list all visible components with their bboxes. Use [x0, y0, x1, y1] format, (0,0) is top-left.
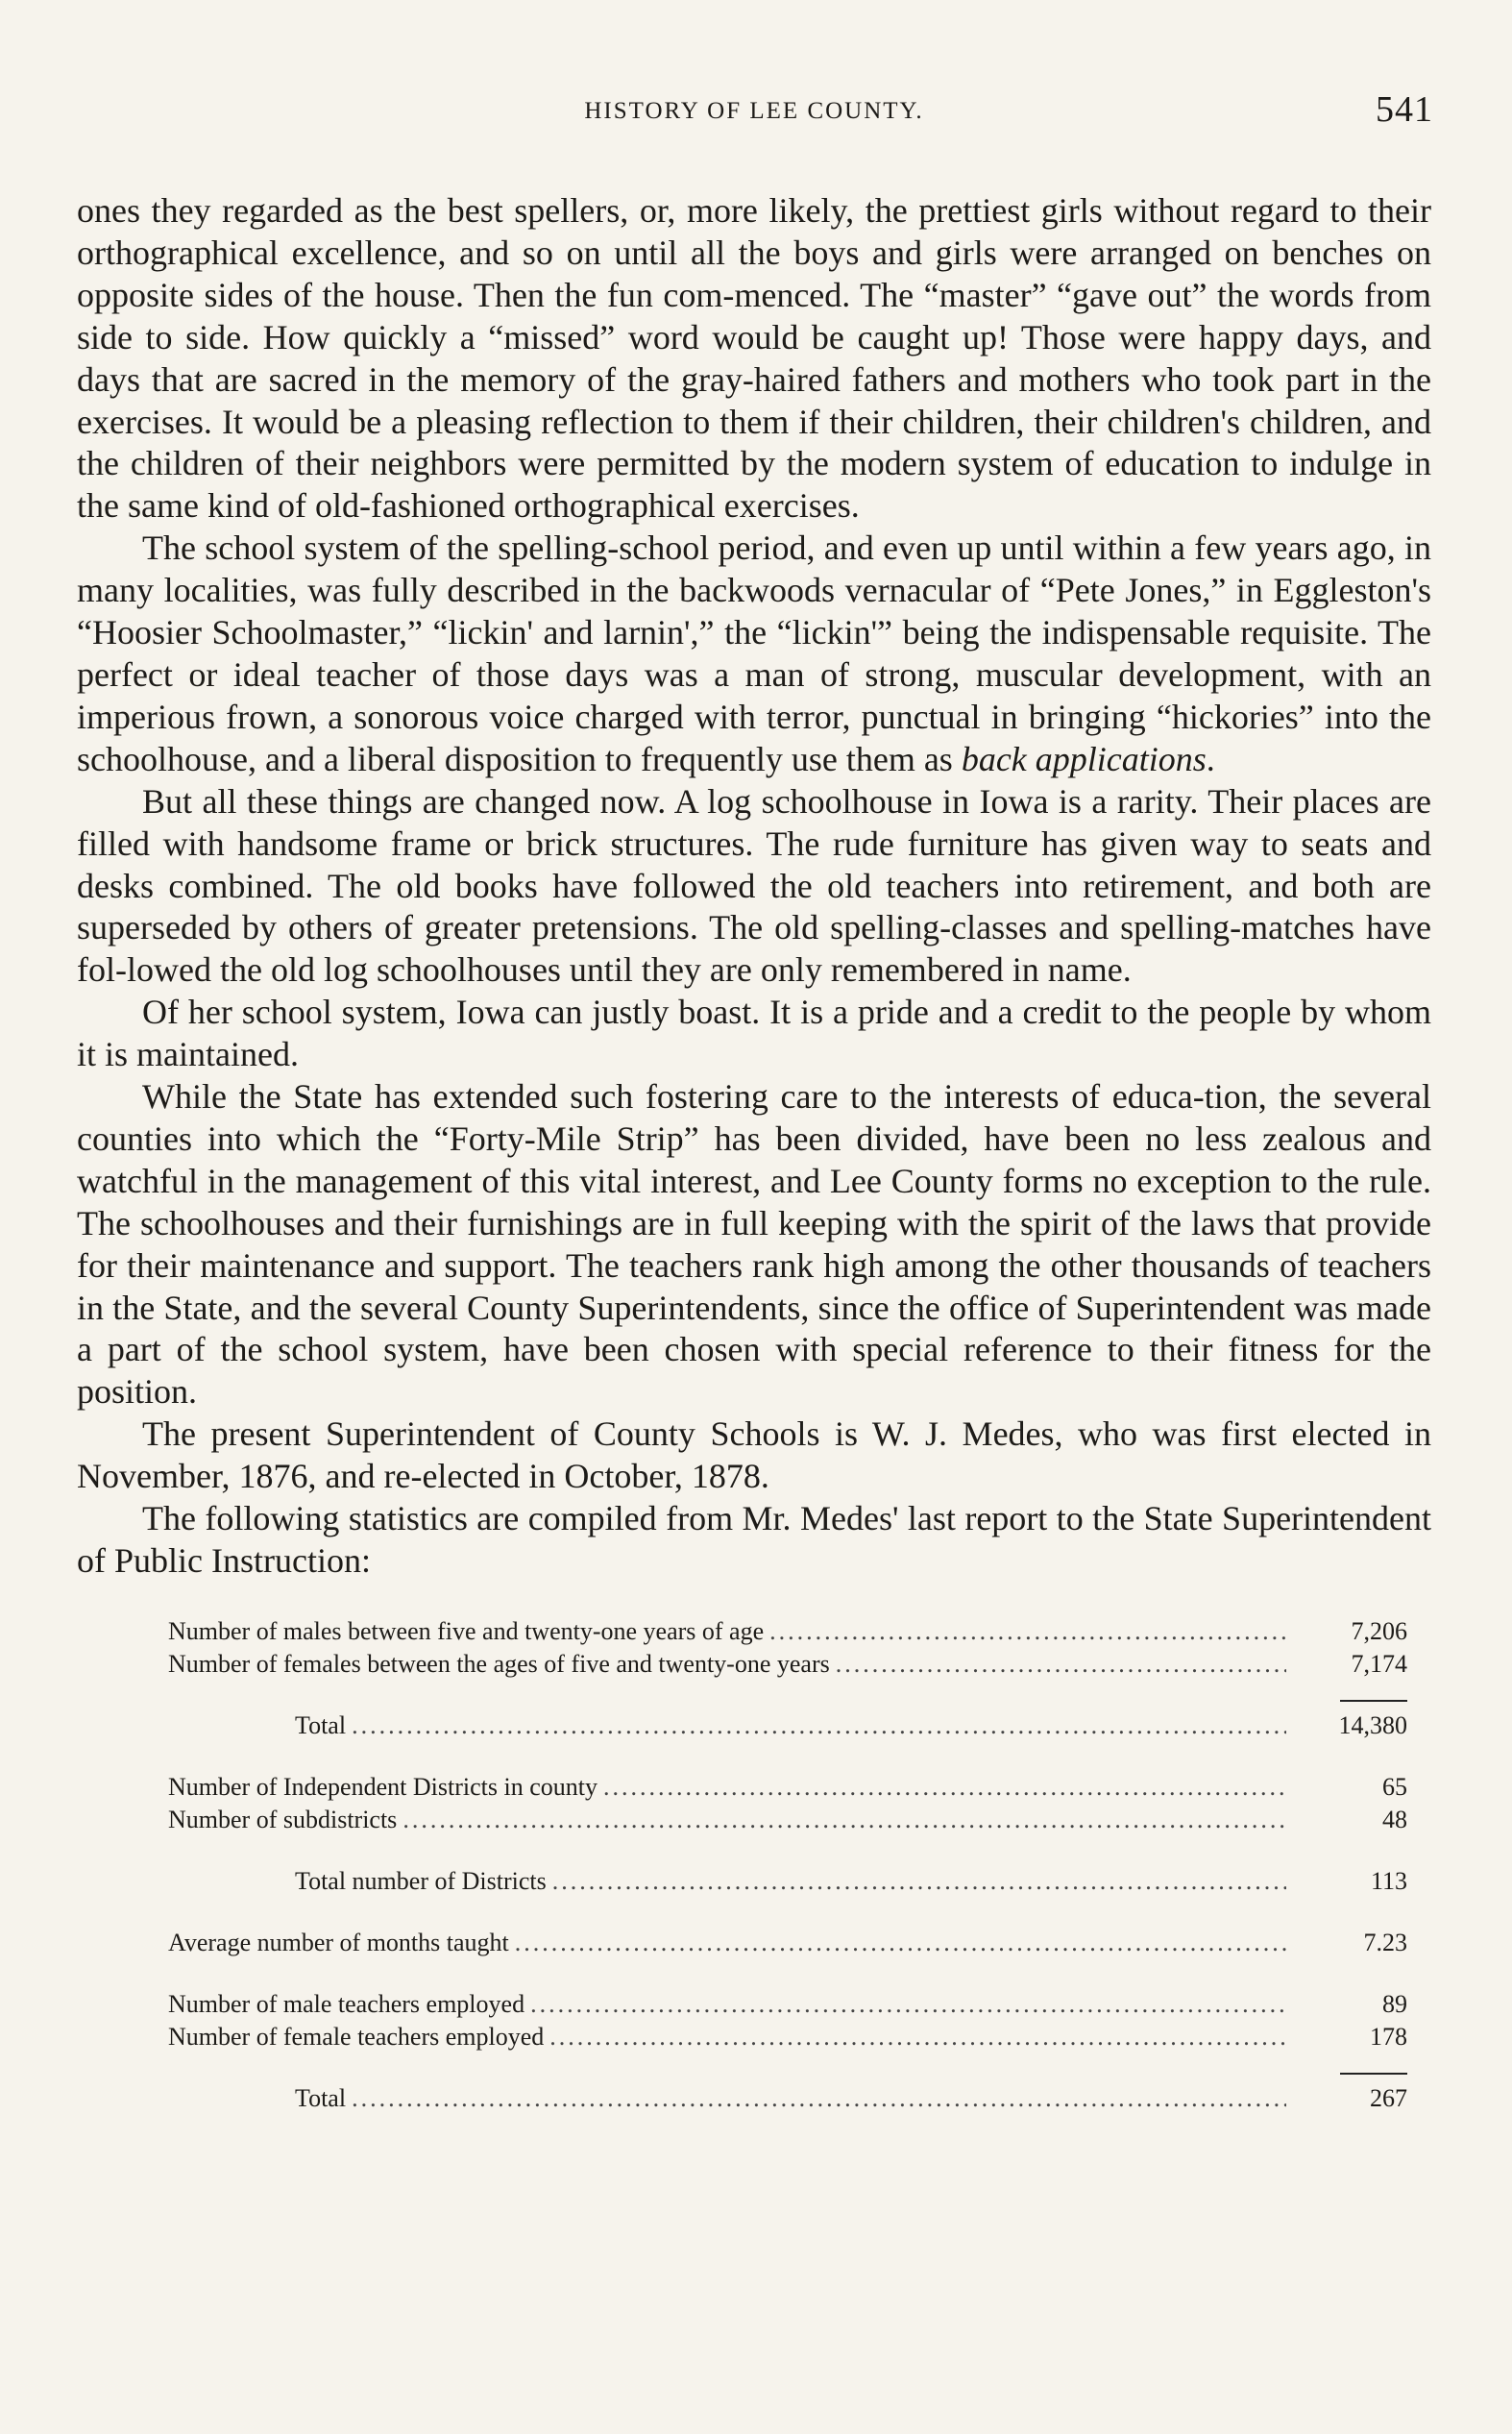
paragraph-2-tail: . — [1206, 739, 1215, 778]
statistics-table — [168, 1617, 1407, 2117]
stat-row-subdistricts — [168, 1806, 1407, 1838]
paragraph-6: The present Superintendent of County Schools is W. J. Medes, who was first elected in November, 1876, and re-elected in October, 1878. — [77, 1414, 1431, 1496]
spacer — [168, 1900, 1407, 1929]
stat-row-total-children — [168, 1711, 1407, 1744]
stat-label: Number of Independent Districts in county — [168, 1772, 597, 1801]
dot-leader — [549, 2023, 1286, 2052]
paragraph-4: Of her school system, Iowa can justly boast. It is a pride and a credit to the people by whom it is maintained. — [77, 993, 1431, 1074]
stat-label: Total number of Districts — [295, 1866, 547, 1895]
stat-value: 267 — [1370, 2083, 1407, 2112]
stat-row-total-districts — [168, 1867, 1407, 1900]
stat-label: Total — [295, 2083, 347, 2112]
paragraph-3: But all these things are changed now. A log schoolhouse in Iowa is a rarity. Their places are filled with handsome frame or brick structures. The rude furniture has given way to seats and desks combined. The old books have followed the old teachers into retirement, and both are superseded by others of greater pretensions. The old spelling-classes and spelling-matches have fol-lowed the old log schoolhouses until they are only remembered in name. — [77, 781, 1431, 990]
dot-leader — [530, 1990, 1286, 2019]
stat-label: Average number of months taught — [168, 1928, 509, 1956]
spacer — [168, 1961, 1407, 1990]
paragraph-7: The following statistics are compiled from Mr. Medes' last report to the State Superintendent of Public Instruction: — [77, 1499, 1431, 1580]
stat-value: 7,174 — [1351, 1649, 1407, 1678]
running-title: HISTORY OF LEE COUNTY. — [584, 98, 924, 124]
stat-label: Total — [295, 1710, 347, 1739]
spacer — [168, 1744, 1407, 1773]
stat-label: Number of males between five and twenty-one years of age — [168, 1616, 765, 1645]
paragraph-2-text: The school system of the spelling-school period, and even up until within a few years ago, in many localities, was fully described in the backwoods vernacular of “Pete Jones,” in Eggleston's “Hoosier Schoolmaster,” “lickin' and larnin',” the “lickin'” being the indispensable requisite. The perfect or ideal teacher of those days was a man of strong, muscular development, with an imperious frown, a sonorous voice charged with terror, punctual in bringing “hickories” into the schoolhouse, and a liberal disposition to frequently use them as — [77, 529, 1431, 778]
stat-row-total-teachers — [168, 2084, 1407, 2117]
paragraph-2 — [77, 528, 1431, 780]
stat-row-average-months — [168, 1929, 1407, 1961]
sum-rule — [1340, 1700, 1407, 1702]
stat-value: 14,380 — [1338, 1710, 1407, 1739]
stat-row-females — [168, 1650, 1407, 1683]
dot-leader — [603, 1773, 1286, 1802]
book-page — [77, 86, 1431, 2117]
stat-value: 113 — [1370, 1866, 1407, 1895]
page-number: 541 — [1376, 89, 1433, 130]
body-text — [77, 190, 1431, 1583]
spacer — [168, 1838, 1407, 1867]
stat-value: 7,206 — [1351, 1616, 1407, 1645]
dot-leader — [402, 1806, 1286, 1834]
stat-value: 7.23 — [1363, 1928, 1407, 1956]
stat-label: Number of female teachers employed — [168, 2022, 545, 2051]
stat-row-female-teachers — [168, 2023, 1407, 2055]
stat-row-males — [168, 1617, 1407, 1650]
stat-value: 178 — [1370, 2022, 1407, 2051]
running-head — [77, 86, 1431, 135]
paragraph-1: ones they regarded as the best spellers, or, more likely, the prettiest girls without regard to their orthographical excellence, and so on until all the boys and girls were arranged on benches on opposite sides of the house. Then the fun com-menced. The “master” “gave out” the words from side to side. How quickly a “missed” word would be caught up! Those were happy days, and days that are sacred in the memory of the gray-haired fathers and mothers who took part in the exercises. It would be a pleasing reflection to them if their children, their children's children, and the children of their neighbors were permitted by the modern system of education to indulge in the same kind of old-fashioned orthographical exercises. — [77, 191, 1431, 526]
dot-leader — [515, 1929, 1286, 1957]
stat-row-male-teachers — [168, 1990, 1407, 2023]
dot-leader — [836, 1650, 1286, 1679]
stat-row-independent-districts — [168, 1773, 1407, 1806]
stat-label: Number of females between the ages of five and twenty-one years — [168, 1649, 830, 1678]
paragraph-2-italic: back applications — [961, 739, 1207, 778]
dot-leader — [352, 1711, 1286, 1740]
sum-rule — [1340, 2073, 1407, 2075]
stat-value: 48 — [1382, 1805, 1407, 1833]
stat-value: 65 — [1382, 1772, 1407, 1801]
dot-leader — [352, 2084, 1286, 2113]
paragraph-5: While the State has extended such fostering care to the interests of educa-tion, the several counties into which the “Forty-Mile Strip” has been divided, have been no less zealous and watchful in the management of this vital interest, and Lee County forms no exception to the rule. The schoolhouses and their furnishings are in full keeping with the spirit of the laws that provide for their maintenance and support. The teachers rank high among the other thousands of teachers in the State, and the several County Superintendents, since the office of Superintendent was made a part of the school system, have been chosen with special reference to their fitness for the position. — [77, 1077, 1431, 1412]
stat-label: Number of male teachers employed — [168, 1989, 525, 2018]
dot-leader — [552, 1867, 1286, 1896]
stat-value: 89 — [1382, 1989, 1407, 2018]
dot-leader — [769, 1617, 1286, 1646]
stat-label: Number of subdistricts — [168, 1805, 398, 1833]
